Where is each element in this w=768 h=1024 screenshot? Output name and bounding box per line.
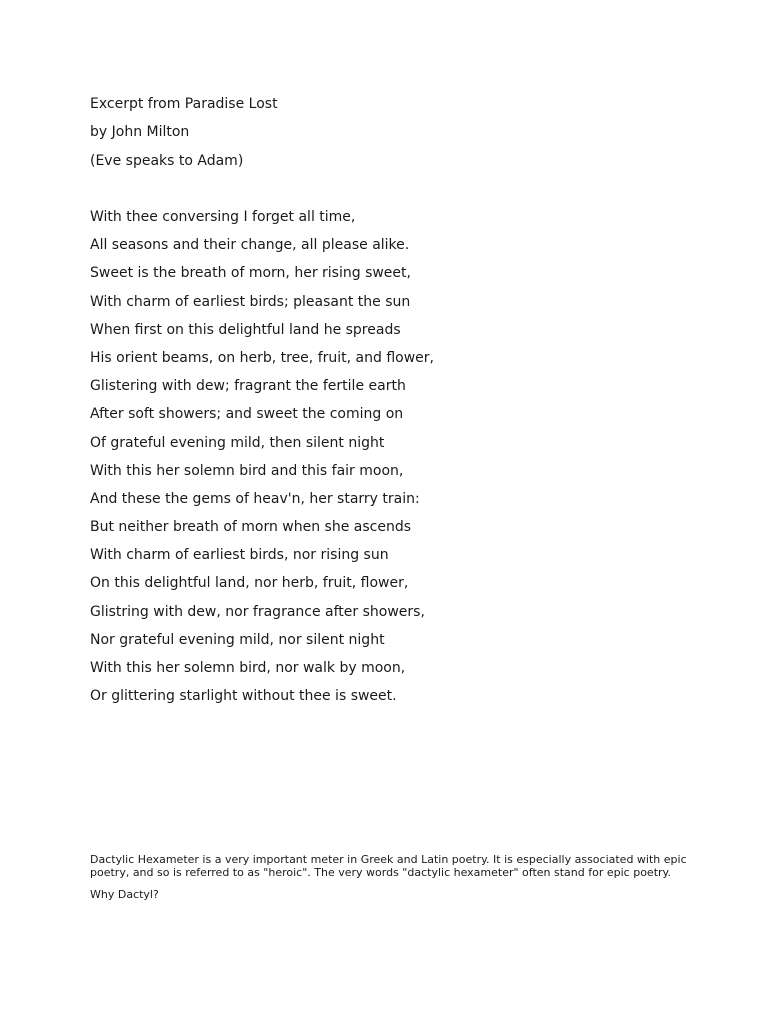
poem-line: With this her solemn bird, nor walk by moon, (90, 660, 406, 676)
poem-line: Or glittering starlight without thee is sweet. (90, 688, 397, 705)
poem-line: But neither breath of morn when she ascends (90, 519, 412, 536)
document-author: by John Milton (90, 124, 190, 141)
poem-line: Sweet is the breath of morn, her rising sweet, (90, 265, 411, 282)
poem-line: With charm of earliest birds; pleasant the sun (90, 293, 411, 310)
poem-line: With charm of earliest birds, nor rising sun (90, 547, 389, 564)
notes-section (90, 853, 690, 909)
poem-line: Glistering with dew; fragrant the fertile earth (90, 378, 406, 395)
poem-line: And these the gems of heav'n, her starry train: (90, 490, 420, 507)
poem-line: Glistring with dew, nor fragrance after showers, (90, 603, 425, 620)
poem-line: On this delightful land, nor herb, fruit, flower, (90, 575, 409, 592)
poem-line: His orient beams, on herb, tree, fruit, and flower, (90, 349, 434, 366)
poem-line: After soft showers; and sweet the coming on (90, 406, 404, 423)
document-header (90, 90, 690, 175)
poem-line: When first on this delightful land he spreads (90, 321, 401, 338)
document-title: Excerpt from Paradise Lost (90, 96, 278, 112)
poem-line: All seasons and their change, all please alike. (90, 237, 410, 254)
poem-excerpt (90, 203, 690, 710)
poem-line: With this her solemn bird and this fair moon, (90, 462, 404, 479)
poem-line: With thee conversing I forget all time, (90, 209, 356, 225)
note-question: Why Dactyl? (90, 887, 159, 901)
document-context: (Eve speaks to Adam) (90, 152, 244, 169)
note-paragraph: Dactylic Hexameter is a very important meter in Greek and Latin poetry. It is especially associated with epic poetry, and so is referred to as "heroic". The very words "dactylic hexameter" often stand for epic poetry. (90, 853, 687, 880)
poem-line: Of grateful evening mild, then silent night (90, 434, 385, 451)
poem-line: Nor grateful evening mild, nor silent night (90, 631, 385, 648)
